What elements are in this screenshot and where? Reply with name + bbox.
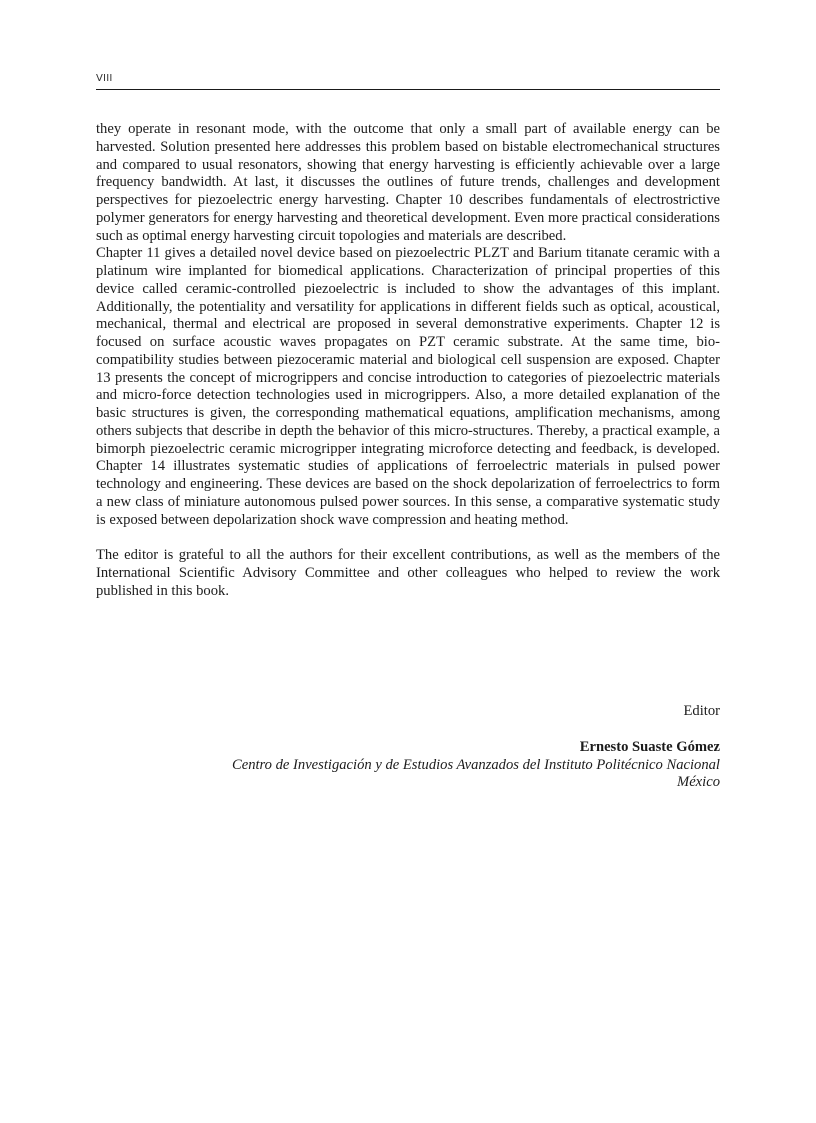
page-header	[96, 72, 720, 90]
editor-signature	[96, 703, 720, 792]
signature-name: Ernesto Suaste Gómez	[579, 738, 720, 755]
body-text	[96, 121, 720, 600]
paragraph-energy-harvesting: they operate in resonant mode, with the outcome that only a small part of available energy can be harvested. Solution presented here addresses this problem based on bistable electromechanical structures and compared to usual resonators, showing that energy harvesting is efficiently achievable over a large frequency bandwidth. At last, it discusses the outlines of future trends, challenges and development perspectives for piezoelectric energy harvesting. Chapter 10 describes fundamentals of electrostrictive polymer generators for energy harvesting and theoretical development. Even more practical considerations such as optimal energy harvesting circuit topologies and materials are described.	[96, 121, 720, 244]
signature-role: Editor	[683, 703, 720, 719]
signature-institution: Centro de Investigación y de Estudios Avanzados del Instituto Politécnico Nacional	[231, 756, 720, 773]
paragraph-acknowledgement: The editor is grateful to all the authors for their excellent contributions, as well as the members of the International Scientific Advisory Committee and other colleagues who helped to review the work published in this book.	[96, 547, 720, 599]
signature-country: México	[677, 774, 720, 791]
paragraph-chapters-11-14: Chapter 11 gives a detailed novel device based on piezoelectric PLZT and Barium titanate ceramic with a platinum wire implanted for biomedical applications. Characterization of principal properties of this device called ceramic-controlled piezoelectric is included to show the advantages of this implant. Additionally, the potentiality and versatility for applications in different fields such as optical, acoustical, mechanical, thermal and electrical are proposed in several demonstrative experiments. Chapter 12 is focused on surface acoustic waves propagates on PZT ceramic substrate. At the same time, bio- compatibility studies between piezoceramic material and biological cell suspension are exposed. Chapter 13 presents the concept of microgrippers and concise introduction to categories of piezoelectric materials and micro-force detection technologies used in microgrippers. Also, a more detailed explanation of the basic structures is given, the corresponding mathematical equations, amplification mechanisms, among others subjects that describe in depth the behavior of this micro-structures. Thereby, a practical example, a bimorph piezoelectric ceramic microgripper integrating microforce detecting and feedback, is developed. Chapter 14 illustrates systematic studies of applications of ferroelectric materials in pulsed power technology and engineering. These devices are based on the shock depolarization of ferroelectrics to form a new class of miniature autonomous pulsed power sources. In this sense, a comparative systematic study is exposed between depolarization shock wave compression and heating method.	[96, 245, 720, 528]
page-number: VIII	[96, 73, 113, 84]
